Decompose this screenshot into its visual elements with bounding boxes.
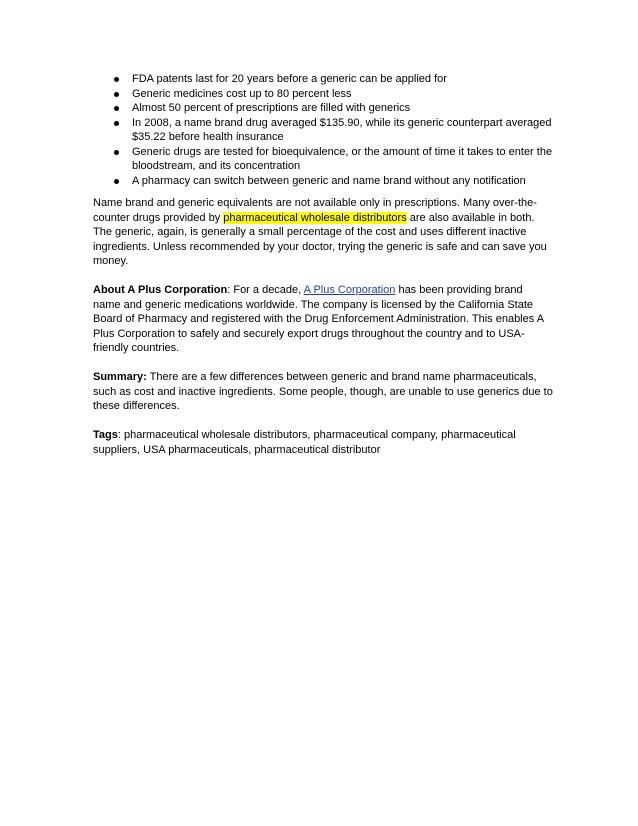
summary-label: Summary: — [93, 371, 147, 383]
list-item-text: Generic drugs are tested for bioequivalence, or the amount of time it takes to enter the bloodstream, and its concentration — [132, 145, 553, 172]
paragraph-text: Name brand and generic equivalents are not available only in prescriptions. Many over-the-counter drugs provided by — [93, 197, 537, 224]
bullet-dot-icon — [114, 150, 119, 155]
summary-paragraph — [93, 370, 553, 414]
about-paragraph — [93, 283, 553, 356]
list-item-text: FDA patents last for 20 years before a generic can be applied for — [132, 73, 447, 85]
paragraph-text: : pharmaceutical wholesale distributors, pharmaceutical company, pharmaceutical suppliers, USA pharmaceuticals, pharmaceutical distributor — [93, 429, 516, 456]
paragraph-text: are also available in both. The generic, again, is generally a small percentage of the cost and uses different inactive ingredients. Unless recommended by your doctor, trying the generic is safe and can save you money. — [93, 211, 547, 267]
list-item — [93, 174, 553, 189]
bullet-dot-icon — [114, 106, 119, 111]
bullet-dot-icon — [114, 92, 119, 97]
list-item — [93, 72, 553, 87]
tags-paragraph — [93, 428, 553, 457]
facts-list — [93, 72, 553, 188]
generic-equivalents-paragraph — [93, 196, 553, 269]
paragraph-text: : For a decade, — [227, 284, 304, 296]
list-item — [93, 145, 553, 174]
list-item — [93, 116, 553, 145]
list-item-text: A pharmacy can switch between generic and name brand without any notification — [132, 174, 526, 187]
paragraph-text: There are a few differences between generic and brand name pharmaceuticals, such as cost and inactive ingredients. Some people, though, are unable to use generics due to these differences. — [93, 371, 553, 412]
bullet-dot-icon — [114, 179, 119, 184]
bullet-dot-icon — [114, 121, 119, 126]
about-label: About A Plus Corporation — [93, 284, 228, 296]
document-body — [93, 72, 553, 472]
bullet-dot-icon — [114, 77, 119, 82]
list-item — [93, 87, 553, 102]
list-item-text: Generic medicines cost up to 80 percent less — [132, 87, 352, 100]
highlighted-keyword: pharmaceutical wholesale distributors — [223, 211, 407, 224]
list-item-text: In 2008, a name brand drug averaged $135.90, while its generic counterpart averaged $35.22 before health insurance — [132, 116, 552, 143]
list-item — [93, 101, 553, 116]
paragraph-text: has been providing brand name and generic medications worldwide. The company is licensed by the California State Board of Pharmacy and registered with the Drug Enforcement Administration. This enables A Plus Corporation to safely and securely export drugs throughout the country and to USA-friendly countries. — [93, 284, 544, 354]
tags-label: Tags — [93, 429, 118, 441]
list-item-text: Almost 50 percent of prescriptions are filled with generics — [132, 102, 411, 114]
company-link[interactable]: A Plus Corporation — [303, 284, 396, 296]
